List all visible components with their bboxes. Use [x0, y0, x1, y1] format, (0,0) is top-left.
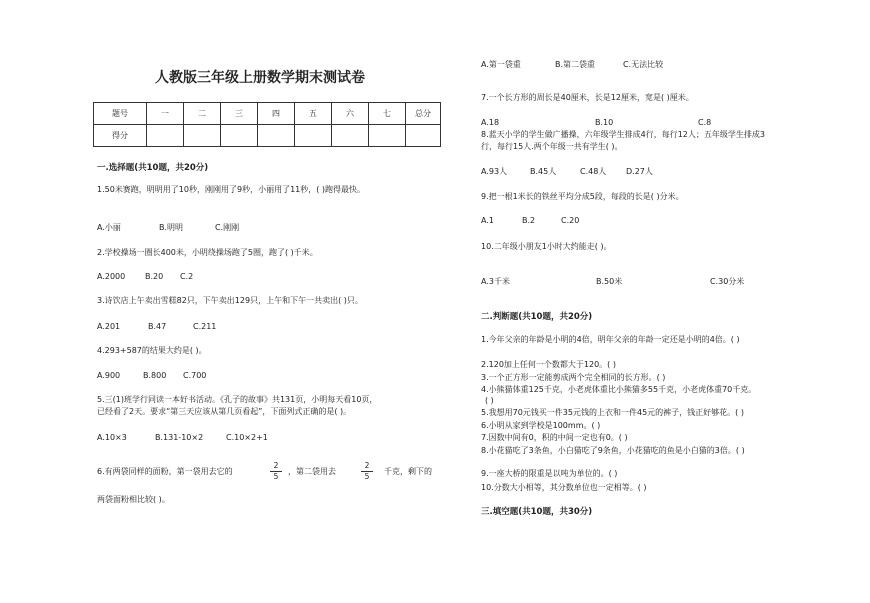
option-b: B.131-10×2	[155, 433, 204, 442]
option-a: A.93人	[481, 167, 508, 176]
question-3: 3.诗饮店上午卖出雪糕82只，下午卖出129只，上午和下午一共卖出( )只。	[97, 296, 363, 305]
fraction-numerator: 2	[273, 461, 279, 470]
judge-item-4-line-2: ( )	[485, 396, 494, 405]
question-6-part-b: ，第二袋用去	[288, 467, 336, 476]
option-a: A.2000	[97, 272, 126, 281]
option-c: C.2	[180, 272, 194, 281]
question-6-part-a: 6.有两袋同样的面粉，第一袋用去它的	[97, 467, 233, 476]
judge-item-6: 6.小明从家到学校是100mm。( )	[481, 421, 601, 430]
judge-item-3: 3.一个正方形一定能剪成两个完全相同的长方形。( )	[481, 373, 666, 382]
option-c: C.211	[193, 322, 217, 331]
section-fill-title: 三.填空题(共10题，共30分)	[481, 507, 593, 517]
option-a: A.900	[97, 371, 121, 380]
option-c: C.48人	[580, 167, 607, 176]
score-cell[interactable]	[184, 125, 221, 147]
option-a: A.18	[481, 118, 500, 127]
option-a: A.201	[97, 322, 121, 331]
score-header-cell: 五	[295, 103, 332, 125]
page-title: 人教版三年级上册数学期末测试卷	[155, 70, 365, 86]
option-c: C.无法比较	[623, 60, 664, 69]
score-table-score-row	[94, 125, 441, 147]
section-judge-title: 二.判断题(共10题，共20分)	[481, 312, 593, 322]
question-2: 2.学校操场一圈长400米，小明绕操场跑了5圈，跑了( )千米。	[97, 248, 318, 257]
question-5-line-1: 5.三(1)班学行同读一本好书活动。《孔子的故事》共131页，小明每天看10页，	[97, 395, 378, 404]
fraction	[270, 462, 282, 481]
question-9: 9.把一根1米长的铁丝平均分成5段，每段的长是( )分米。	[481, 192, 684, 201]
judge-item-5: 5.我想用70元钱买一件35元钱的上衣和一件45元的裤子，钱正好够花。( )	[481, 408, 744, 417]
option-a: A.第一袋重	[481, 60, 521, 69]
question-1: 1.50米赛跑，明明用了10秒，刚刚用了9秒，小丽用了11秒，( )跑得最快。	[97, 185, 366, 194]
score-table-header-row	[94, 103, 441, 125]
option-b: B.800	[143, 371, 167, 380]
section-choice-title: 一.选择题(共10题，共20分)	[97, 163, 209, 173]
option-c: C.10×2+1	[226, 433, 268, 442]
judge-item-8: 8.小花猫吃了3条鱼，小白猫吃了9条鱼，小花猫吃的鱼是小白猫的3倍。( )	[481, 446, 745, 455]
option-d: D.27人	[626, 167, 653, 176]
option-a: A.10×3	[97, 433, 127, 442]
score-cell[interactable]	[369, 125, 406, 147]
option-b: B.第二袋重	[555, 60, 596, 69]
option-c: C.8	[698, 118, 712, 127]
judge-item-1: 1.今年父亲的年龄是小明的4倍，明年父亲的年龄一定还是小明的4倍。( )	[481, 335, 740, 344]
score-header-cell: 三	[221, 103, 258, 125]
question-5-line-2: 已经看了2天。要求“第三天应该从第几页看起”，下面列式正确的是( )。	[97, 407, 352, 416]
question-6-line-2: 两袋面粉相比较( )。	[97, 495, 170, 504]
score-table	[93, 102, 441, 147]
score-header-cell: 六	[332, 103, 369, 125]
fraction	[361, 462, 373, 481]
score-cell[interactable]	[147, 125, 184, 147]
option-b: B.45人	[530, 167, 557, 176]
question-6-part-c: 千克，剩下的	[384, 467, 432, 476]
score-cell[interactable]	[332, 125, 369, 147]
fraction-denominator: 5	[273, 472, 279, 481]
option-b: B.20	[145, 272, 164, 281]
score-cell[interactable]	[406, 125, 441, 147]
score-header-cell: 一	[147, 103, 184, 125]
fraction-denominator: 5	[364, 472, 370, 481]
score-cell[interactable]	[295, 125, 332, 147]
score-header-cell: 总分	[406, 103, 441, 125]
option-b: B.47	[148, 322, 167, 331]
judge-item-10: 10.分数大小相等，其分数单位也一定相等。( )	[481, 483, 647, 492]
option-c: C.30分米	[710, 277, 745, 286]
question-10: 10.二年级小朋友1小时大约能走( )。	[481, 242, 612, 251]
option-b: B.2	[522, 216, 536, 225]
question-4: 4.293+587的结果大约是( )。	[97, 346, 207, 355]
score-header-cell: 题号	[94, 103, 147, 125]
option-b: B.50米	[596, 277, 623, 286]
question-8-line-1: 8.蓝天小学的学生做广播操，六年级学生排成4行，每行12人；五年级学生排成3	[481, 130, 765, 139]
option-a: A.1	[481, 216, 494, 225]
option-c: C.20	[561, 216, 580, 225]
option-c: C.700	[183, 371, 207, 380]
option-c: C.刚刚	[215, 223, 240, 232]
question-7: 7.一个长方形的周长是40厘米，长是12厘米，宽是( )厘米。	[481, 93, 694, 102]
option-b: B.10	[595, 118, 614, 127]
score-header-cell: 二	[184, 103, 221, 125]
score-row-label: 得分	[94, 125, 147, 147]
judge-item-7: 7.因数中间有0，积的中间一定也有0。( )	[481, 433, 628, 442]
judge-item-9: 9.一座大桥的限重是以吨为单位的。( )	[481, 469, 618, 478]
fraction-numerator: 2	[364, 461, 370, 470]
score-header-cell: 七	[369, 103, 406, 125]
option-b: B.明明	[159, 223, 184, 232]
question-8-line-2: 行，每行15人.两个年级一共有学生( )。	[481, 142, 623, 151]
score-cell[interactable]	[258, 125, 295, 147]
option-a: A.3千米	[481, 277, 510, 286]
judge-item-4-line-1: 4.小熊猫体重125千克，小老虎体重比小熊猫多55千克，小老虎体重70千克。	[481, 385, 757, 394]
judge-item-2: 2.120加上任何一个数都大于120。( )	[481, 360, 616, 369]
score-header-cell: 四	[258, 103, 295, 125]
score-cell[interactable]	[221, 125, 258, 147]
option-a: A.小丽	[97, 223, 121, 232]
